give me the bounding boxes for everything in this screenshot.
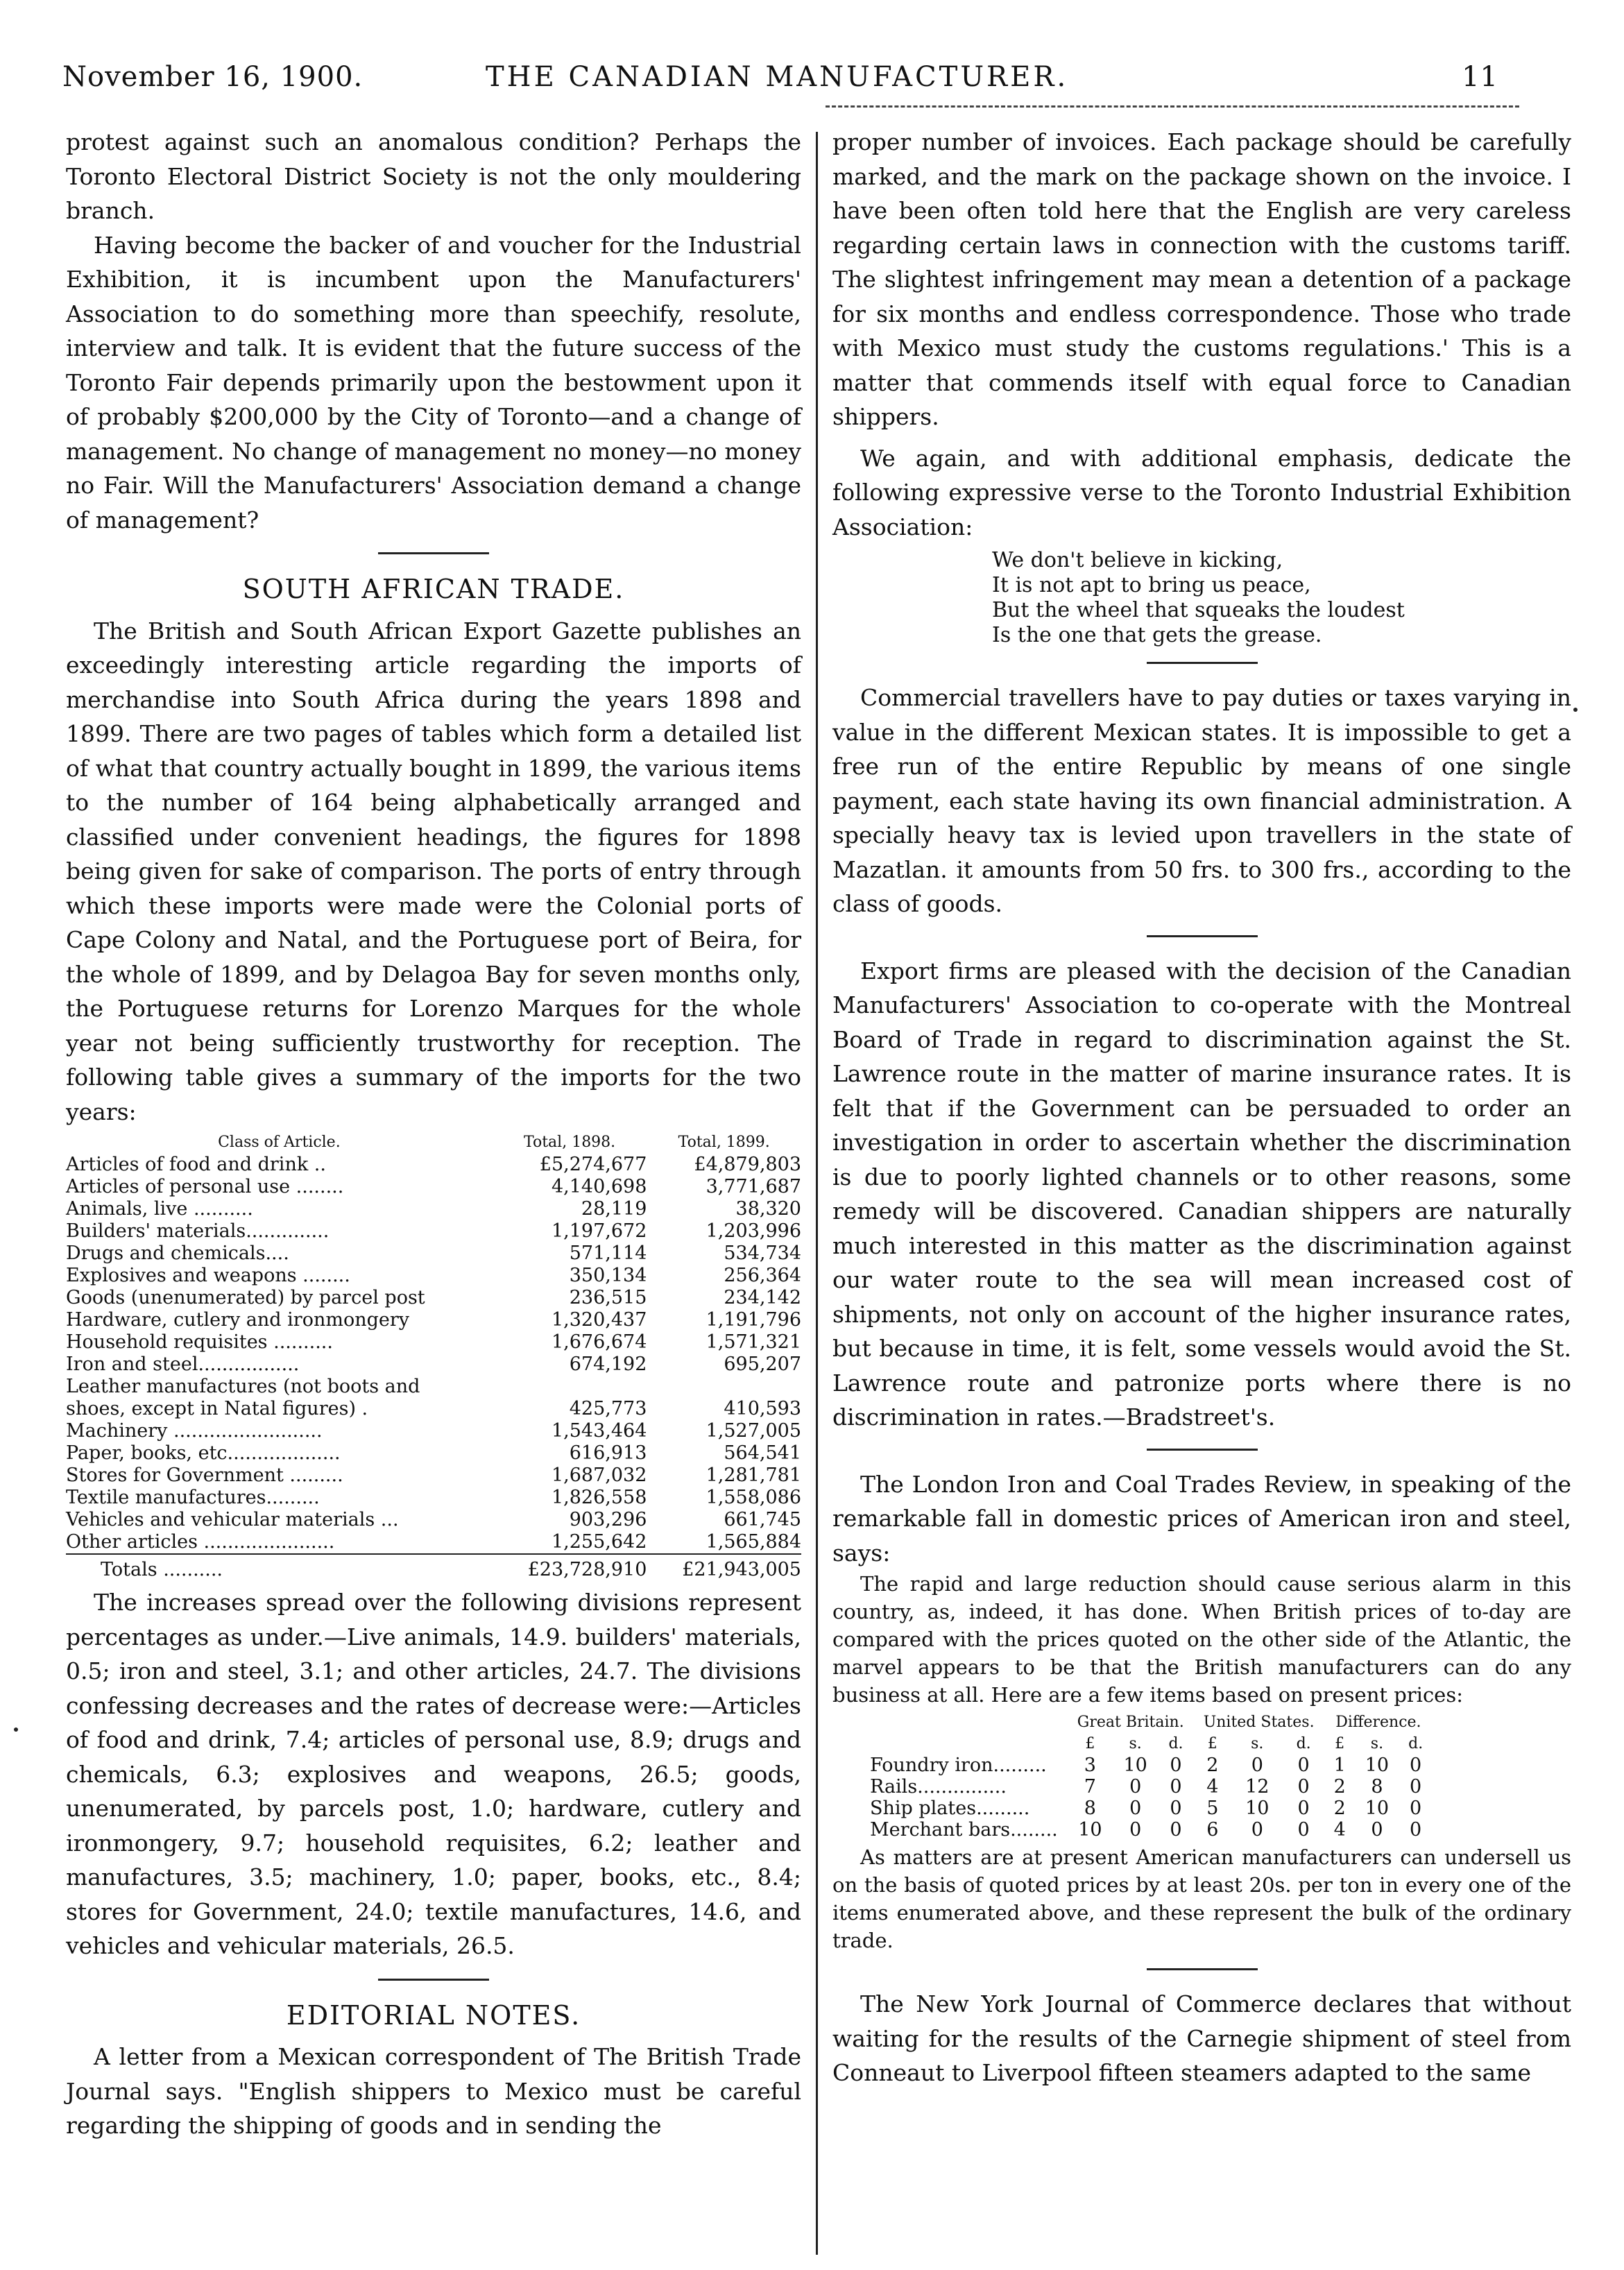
price-value: 10 <box>1365 1755 1390 1776</box>
paragraph: A letter from a Mexican correspondent of The British Trade Journal says. "English shippers to Mexico must be careful regarding the shipping of goods and in sending the <box>66 2043 801 2139</box>
price-value: 0 <box>1410 1798 1422 1819</box>
table-row <box>66 1154 801 1176</box>
article-class: Explosives and weapons ........ <box>66 1265 350 1286</box>
price-value: 10 <box>1365 1798 1390 1819</box>
import-total <box>493 1376 647 1398</box>
left-column <box>66 125 801 2143</box>
article-class: Drugs and chemicals.... <box>66 1243 289 1264</box>
table-row <box>860 1755 1433 1776</box>
price-value: 5 <box>1206 1798 1219 1819</box>
import-total: 616,913 <box>569 1442 647 1464</box>
table-row <box>66 1420 801 1442</box>
unit-header: s. <box>1370 1735 1384 1752</box>
print-speck <box>1573 708 1578 712</box>
price-value: 7 <box>1084 1776 1096 1798</box>
import-total: 695,207 <box>724 1354 801 1375</box>
header-rule <box>826 105 1519 108</box>
table-row <box>66 1331 801 1354</box>
column-header: Total, 1898. <box>524 1134 616 1151</box>
item-name: Ship plates......... <box>870 1798 1030 1819</box>
poem-line: But the wheel that squeaks the loudest <box>992 598 1405 622</box>
paragraph: The London Iron and Coal Trades Review, in speaking of the remarkable fall in domestic prices of American iron and steel, says: <box>832 1470 1571 1567</box>
price-value: 0 <box>1170 1798 1182 1819</box>
table-row <box>66 1509 801 1531</box>
article-class: Household requisites .......... <box>66 1331 333 1353</box>
article-class: Builders' materials.............. <box>66 1220 330 1242</box>
table-row <box>66 1176 801 1198</box>
table-row <box>860 1819 1433 1841</box>
paragraph: Export firms are pleased with the decision of the Canadian Manufacturers' Association to co-operate with the Montreal Board of Trade in regard to discrimination against the St. Lawrence route in the matter of marine insurance rates. It is felt that if the Government can be persuaded to order an investigation in order to ascertain whether the discrimination is due to poorly lighted channels or to other reasons, some remedy will be discovered. Canadian shippers are naturally much interested in this matter as the discrimination against our water route to the sea will mean increased cost of shipments, not only on account of the higher insurance rates, but because in time, it is felt, some vessels would avoid the St. Lawrence route and patronize ports where there is no discrimination in rates.—Bradstreet's. <box>832 957 1571 1431</box>
paragraph: The British and South African Export Gazette publishes an exceedingly interesting article regarding the imports of merchandise into South Africa during the years 1898 and 1899. There are two pages of tables which form a detailed list of what that country actually bought in 1899, the various items to the number of 164 being alphabetically arranged and classified under convenient headings, the figures for 1898 being given for sake of comparison. The ports of entry through which these imports were made were the Colonial ports of Cape Colony and Natal, and the Portuguese port of Beira, for the whole of 1899, and by Delagoa Bay for seven months only, the Portuguese returns for Lorenzo Marques for the whole year not being sufficiently trustworthy for reception. The following table gives a summary of the imports for the two years: <box>66 617 801 1125</box>
group-header: Difference. <box>1335 1714 1421 1731</box>
import-total: 410,593 <box>724 1398 801 1419</box>
price-value: 0 <box>1297 1798 1310 1819</box>
article-class: Articles of food and drink .. <box>66 1154 326 1175</box>
import-total: 1,826,558 <box>551 1487 647 1508</box>
price-value: 12 <box>1245 1776 1270 1798</box>
import-total: 1,558,086 <box>706 1487 801 1508</box>
column-divider <box>816 132 818 2255</box>
article-class: Machinery ......................... <box>66 1420 323 1442</box>
section-title: EDITORIAL NOTES. <box>286 1999 581 2031</box>
price-value: 10 <box>1078 1819 1102 1841</box>
article-class: Iron and steel................. <box>66 1354 300 1375</box>
publication-title: THE CANADIAN MANUFACTURER. <box>486 61 1069 93</box>
section-rule <box>378 552 489 554</box>
poem <box>992 548 1571 648</box>
blank-header <box>860 1733 1068 1755</box>
table-row <box>66 1531 801 1554</box>
article-class: Goods (unenumerated) by parcel post <box>66 1287 425 1308</box>
price-value: 8 <box>1084 1798 1096 1819</box>
import-total: 534,734 <box>724 1243 801 1264</box>
group-header: United States. <box>1203 1714 1315 1731</box>
paragraph: The increases spread over the following divisions represent percentages as under.—Live animals, 14.9. builders' materials, 0.5; iron and steel, 3.1; and other articles, 24.7. The divisions confessing decreases and the rates of decrease were:—Articles of food and drink, 7.4; articles of personal use, 8.9; drugs and chemicals, 6.3; explosives and weapons, 26.5; goods, unenumerated, by parcels post, 1.0; hardware, cutlery and ironmongery, 9.7; household requisites, 6.2; leather and manufactures, 3.5; machinery, 1.0; paper, books, etc., 8.4; stores for Government, 24.0; textile manufactures, 14.6, and vehicles and vehicular materials, 26.5. <box>66 1589 801 1959</box>
table-totals-row <box>66 1554 801 1581</box>
print-speck <box>14 1727 18 1732</box>
unit-header: d. <box>1168 1735 1183 1752</box>
section-rule <box>378 1979 489 1981</box>
import-total: £5,274,677 <box>539 1154 647 1175</box>
paragraph: Having become the backer of and voucher for the Industrial Exhibition, it is incumbent upon the Manufacturers' Association to do something more than speechify, resolute, interview and talk. It is evident that the future success of the Toronto Fair depends primarily upon the bestowment upon it of probably $200,000 by the City of Toronto—and a change of management. No change of management no money—no money no Fair. Will the Manufacturers' Association demand a change of management? <box>66 231 801 534</box>
article-class: Other articles ...................... <box>66 1531 335 1553</box>
price-value: 0 <box>1371 1819 1383 1841</box>
totals-label: Totals .......... <box>66 1554 493 1581</box>
price-value: 0 <box>1129 1776 1142 1798</box>
import-total: 3,771,687 <box>706 1176 801 1197</box>
import-total: 38,320 <box>735 1198 801 1220</box>
import-total: 350,134 <box>569 1265 647 1286</box>
import-total: 1,191,796 <box>706 1309 801 1331</box>
import-total: 28,119 <box>581 1198 647 1220</box>
import-total: 1,543,464 <box>551 1420 647 1442</box>
group-header: Great Britain. <box>1077 1714 1184 1731</box>
paragraph: protest against such an anomalous condition? Perhaps the Toronto Electoral District Society is not the only mouldering branch. <box>66 128 801 224</box>
article-class: Textile manufactures......... <box>66 1487 320 1508</box>
blank-header <box>860 1712 1068 1733</box>
price-value: 0 <box>1170 1819 1182 1841</box>
quoted-paragraph: The rapid and large reduction should cause serious alarm in this country, as, indeed, it has done. When British prices of to-day are compared with the prices quoted on the other side of the Atlantic, the marvel appears to be that the British manufacturers can do any business at all. Here are a few items based on present prices: <box>832 1572 1571 1707</box>
price-value: 1 <box>1333 1755 1346 1776</box>
price-value: 0 <box>1410 1776 1422 1798</box>
price-value: 0 <box>1297 1776 1310 1798</box>
unit-header: £ <box>1085 1735 1095 1752</box>
article-class: Hardware, cutlery and ironmongery <box>66 1309 410 1331</box>
price-value: 0 <box>1170 1755 1182 1776</box>
section-rule <box>1147 935 1258 937</box>
import-total: 4,140,698 <box>551 1176 647 1197</box>
section-title: SOUTH AFRICAN TRADE. <box>242 574 625 604</box>
unit-header: s. <box>1129 1735 1142 1752</box>
section-rule <box>1147 1968 1258 1970</box>
import-total: 1,203,996 <box>706 1220 801 1242</box>
price-value: 0 <box>1297 1755 1310 1776</box>
unit-header: d. <box>1408 1735 1424 1752</box>
page-number: 11 <box>1462 61 1498 93</box>
article-class: Articles of personal use ........ <box>66 1176 344 1197</box>
import-total <box>647 1376 801 1398</box>
import-total: 1,255,642 <box>551 1531 647 1553</box>
table-row <box>66 1287 801 1309</box>
item-name: Rails............... <box>870 1776 1007 1798</box>
table-row <box>66 1376 801 1398</box>
price-value: 0 <box>1129 1798 1142 1819</box>
import-total: 234,142 <box>724 1287 801 1308</box>
price-value: 4 <box>1333 1819 1346 1841</box>
price-value: 0 <box>1170 1776 1182 1798</box>
price-value: 10 <box>1245 1798 1270 1819</box>
table-row <box>66 1354 801 1376</box>
column-header: Class of Article. <box>218 1134 341 1151</box>
import-total: £4,879,803 <box>694 1154 801 1175</box>
poem-line: It is not apt to bring us peace, <box>992 573 1311 597</box>
table-row <box>66 1243 801 1265</box>
paragraph: proper number of invoices. Each package should be carefully marked, and the mark on the package shown on the invoice. I have been often told here that the English are very careless regarding certain laws in connection with the customs tariff. The slightest infringement may mean a detention of a package for six months and endless correspondence. Those who trade with Mexico must study the customs regulations.' This is a matter that commends itself with equal force to Canadian shippers. <box>832 128 1571 430</box>
price-value: 2 <box>1206 1755 1219 1776</box>
table-row <box>66 1487 801 1509</box>
totals-value: £23,728,910 <box>493 1554 647 1581</box>
item-name: Foundry iron......... <box>870 1755 1047 1776</box>
price-value: 2 <box>1333 1798 1346 1819</box>
table-row <box>66 1442 801 1465</box>
paragraph: We again, and with additional emphasis, dedicate the following expressive verse to the Toronto Industrial Exhibition Association: <box>832 444 1571 540</box>
price-value: 0 <box>1251 1819 1263 1841</box>
article-class: Leather manufactures (not boots and <box>66 1376 420 1397</box>
totals-value: £21,943,005 <box>647 1554 801 1581</box>
article-class: Stores for Government ......... <box>66 1465 343 1486</box>
import-total: 903,296 <box>569 1509 647 1530</box>
table-row <box>66 1398 801 1420</box>
import-total: 674,192 <box>569 1354 647 1375</box>
article-class: Animals, live .......... <box>66 1198 253 1220</box>
import-total: 1,571,321 <box>706 1331 801 1353</box>
article-class: Paper, books, etc................... <box>66 1442 341 1464</box>
price-value: 2 <box>1333 1776 1346 1798</box>
import-total: 564,541 <box>724 1442 801 1464</box>
unit-header: s. <box>1251 1735 1264 1752</box>
issue-date: November 16, 1900. <box>62 61 364 93</box>
item-name: Merchant bars........ <box>870 1819 1058 1841</box>
price-value: 0 <box>1297 1819 1310 1841</box>
poem-line: Is the one that gets the grease. <box>992 623 1322 647</box>
import-total: 1,565,884 <box>706 1531 801 1553</box>
article-class: shoes, except in Natal figures) . <box>66 1398 368 1419</box>
price-value: 0 <box>1129 1819 1142 1841</box>
price-table <box>860 1712 1433 1841</box>
unit-header: d. <box>1296 1735 1311 1752</box>
column-header: Total, 1899. <box>678 1134 770 1151</box>
quoted-paragraph: As matters are at present American manufacturers can undersell us on the basis of quoted prices by at least 20s. per ton in every one of the items enumerated above, and these represent the bulk of the ordinary trade. <box>832 1845 1571 1952</box>
table-row <box>66 1465 801 1487</box>
price-value: 0 <box>1410 1819 1422 1841</box>
price-units-row <box>860 1733 1433 1755</box>
right-column <box>832 125 1571 2090</box>
import-total: 1,527,005 <box>706 1420 801 1442</box>
table-header-row <box>66 1132 801 1154</box>
import-total: 1,320,437 <box>551 1309 647 1331</box>
price-value: 3 <box>1084 1755 1096 1776</box>
import-total: 571,114 <box>569 1243 647 1264</box>
page-header <box>62 61 1498 103</box>
price-value: 8 <box>1371 1776 1383 1798</box>
table-row <box>66 1198 801 1220</box>
price-value: 4 <box>1206 1776 1219 1798</box>
unit-header: £ <box>1335 1735 1345 1752</box>
price-value: 10 <box>1123 1755 1147 1776</box>
paragraph: The New York Journal of Commerce declares that without waiting for the results of the Carnegie shipment of steel from Conneaut to Liverpool fifteen steamers adapted to the same <box>832 1990 1571 2086</box>
import-total: 1,676,674 <box>551 1331 647 1353</box>
table-row <box>66 1220 801 1243</box>
poem-line: We don't believe in kicking, <box>992 548 1283 572</box>
section-rule <box>1147 1449 1258 1451</box>
table-row <box>860 1776 1433 1798</box>
price-value: 0 <box>1410 1755 1422 1776</box>
import-total: 661,745 <box>724 1509 801 1530</box>
section-rule <box>1147 662 1258 664</box>
price-group-header-row <box>860 1712 1433 1733</box>
table-row <box>860 1798 1433 1819</box>
import-total: 425,773 <box>569 1398 647 1419</box>
table-row <box>66 1309 801 1331</box>
import-total: 256,364 <box>724 1265 801 1286</box>
unit-header: £ <box>1207 1735 1217 1752</box>
import-total: 236,515 <box>569 1287 647 1308</box>
import-total: 1,281,781 <box>706 1465 801 1486</box>
imports-table <box>66 1132 801 1581</box>
import-total: 1,197,672 <box>551 1220 647 1242</box>
price-value: 0 <box>1251 1755 1263 1776</box>
import-total: 1,687,032 <box>551 1465 647 1486</box>
table-row <box>66 1265 801 1287</box>
article-class: Vehicles and vehicular materials ... <box>66 1509 399 1530</box>
price-value: 6 <box>1206 1819 1219 1841</box>
paragraph: Commercial travellers have to pay duties or taxes varying in value in the different Mexican states. It is impossible to get a free run of the entire Republic by means of one single payment, each state having its own financial administration. A specially heavy tax is levied upon travellers in the state of Mazatlan. it amounts from 50 frs. to 300 frs., according to the class of goods. <box>832 684 1571 917</box>
